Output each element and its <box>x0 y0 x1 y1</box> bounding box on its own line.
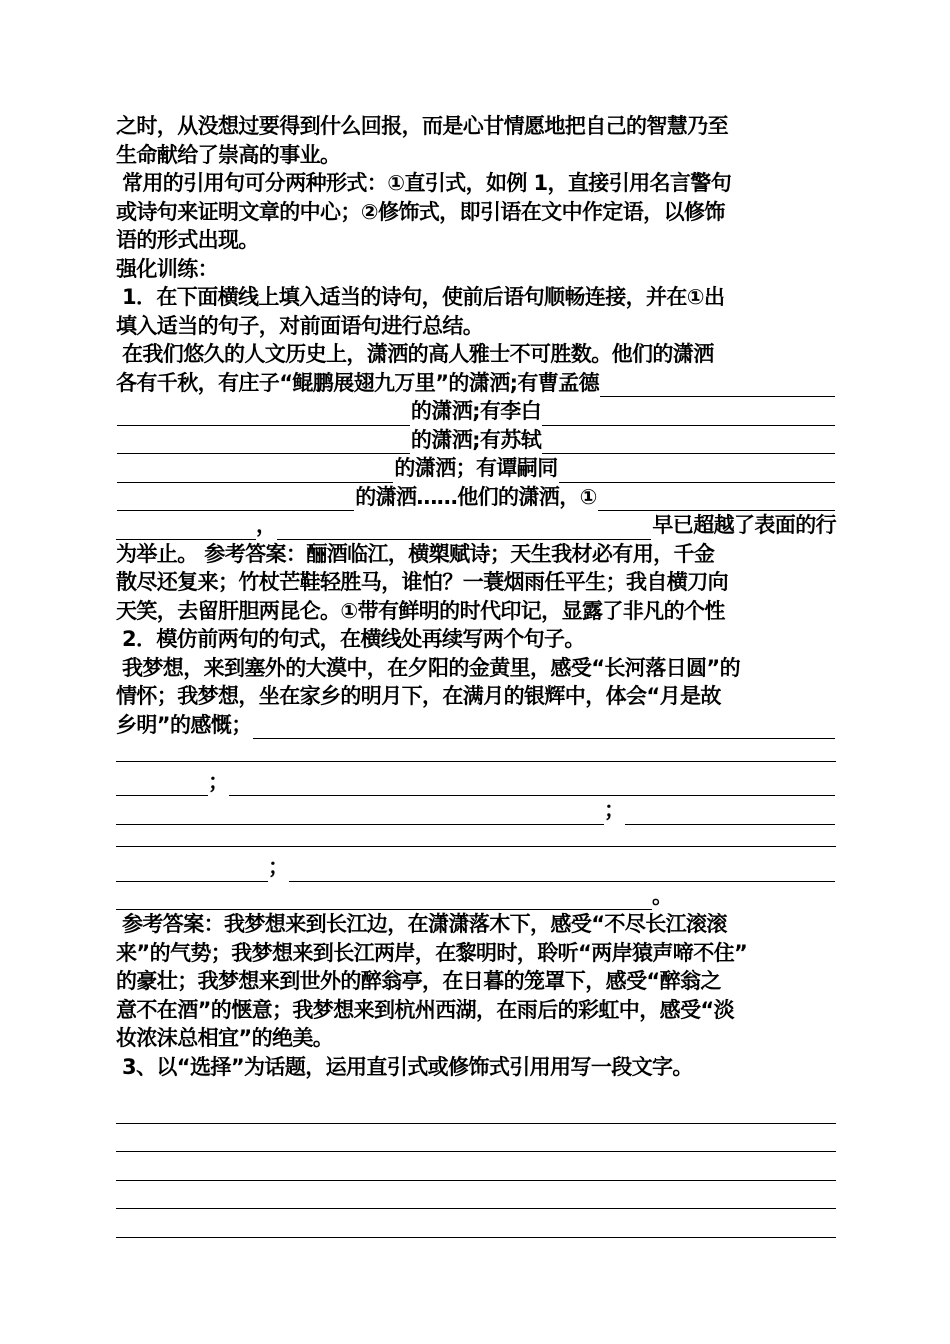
q3-answer-line-4[interactable] <box>116 1187 836 1216</box>
q2-blank-5[interactable] <box>116 804 604 825</box>
q1-line-sushi <box>116 426 836 455</box>
q2-blank-9[interactable] <box>289 861 835 882</box>
blank-summary-c[interactable] <box>277 519 651 540</box>
q2-blank-1[interactable] <box>253 718 835 739</box>
q1-line-libai <box>116 397 836 426</box>
q3-answer-line-3[interactable] <box>116 1158 836 1187</box>
q2-blank-2[interactable] <box>116 739 836 768</box>
q2-answer-4: 意不在酒”的惬意；我梦想来到杭州西湖，在雨后的彩虹中，感受“淡 <box>116 997 735 1022</box>
q2-blank-3[interactable] <box>116 775 208 796</box>
intro-line-2: 生命献给了崇高的事业。 <box>116 142 341 167</box>
q2-answer-3: 的豪壮；我梦想来到世外的醉翁亭，在日暮的笼罩下，感受“醉翁之 <box>116 969 721 993</box>
label-sushi: 的潇洒;有苏轼 <box>410 427 542 452</box>
q1-line-caomengde <box>116 369 836 398</box>
blank-caomengde-b[interactable] <box>117 405 410 426</box>
spacer <box>116 1081 836 1101</box>
blank-tan-b[interactable] <box>117 490 354 511</box>
q2-semi-2: ； <box>604 798 625 822</box>
q2-line-8 <box>116 853 836 882</box>
q2-line-6 <box>116 796 836 825</box>
blank-sushi-a[interactable] <box>542 433 835 454</box>
forms-line-2: 或诗句来证明文章的中心；②修饰式，即引语在文中作定语，以修饰 <box>116 199 725 224</box>
q1-answer-2: 散尽还复来；竹杖芒鞋轻胜马，谁怕？一蓑烟雨任平生；我自横刀向 <box>116 570 728 594</box>
blank-summary-a[interactable] <box>598 490 835 511</box>
q1-text-1: 在我们悠久的人文历史上，潇洒的高人雅士不可胜数。他们的潇洒 <box>122 342 714 366</box>
q1-answer-1: 为举止。 参考答案：酾酒临江，横槊赋诗；天生我材必有用，千金 <box>116 541 715 566</box>
q2-period: 。 <box>652 883 673 908</box>
q1-prompt-2: 填入适当的句子，对前面语句进行总结。 <box>116 313 484 338</box>
document-body <box>116 112 836 1244</box>
q3-answer-line-1[interactable] <box>116 1101 836 1130</box>
q2-answer-2: 来”的气势；我梦想来到长江两岸，在黎明时，聆听“两岸猿声啼不住” <box>116 940 748 965</box>
q1-prompt-1: 1．在下面横线上填入适当的诗句，使前后语句顺畅连接，并在①出 <box>122 285 725 309</box>
blank-summary-b[interactable] <box>116 519 256 540</box>
blank-caomengde-a[interactable] <box>600 376 835 397</box>
q1-tail: 早已超越了表面的行 <box>652 513 836 537</box>
q3-answer-line-2[interactable] <box>116 1130 836 1159</box>
q2-semi-3: ； <box>268 855 289 879</box>
q2-line-5 <box>116 768 836 797</box>
q1-line-tan <box>116 454 836 483</box>
q2-blank-6[interactable] <box>625 804 835 825</box>
blank-libai-a[interactable] <box>542 405 835 426</box>
label-libai: 的潇洒;有李白 <box>410 399 542 423</box>
label-tan: 的潇洒；有谭嗣同 <box>394 456 558 480</box>
q1-comma: ， <box>256 513 277 537</box>
q2-blank-7[interactable] <box>116 825 836 854</box>
q2-text-1: 我梦想，来到塞外的大漠中，在夕阳的金黄里，感受“长河落日圆”的 <box>122 655 741 680</box>
q2-text-3: 乡明”的感慨； <box>116 712 252 737</box>
forms-line-3: 语的形式出现。 <box>116 228 259 252</box>
q2-line-3 <box>116 711 836 740</box>
q1-answer-3: 天笑，去留肝胆两昆仑。①带有鲜明的时代印记，显露了非凡的个性 <box>116 598 725 623</box>
q1-text-2: 各有千秋，有庄子“鲲鹏展翅九万里”的潇洒;有曹孟德 <box>116 370 599 395</box>
q2-answer-1: 参考答案：我梦想来到长江边，在潇潇落木下，感受“不尽长江滚滚 <box>122 912 727 936</box>
q3-answer-line-5[interactable] <box>116 1215 836 1244</box>
q2-prompt: 2．模仿前两句的句式，在横线处再续写两个句子。 <box>122 627 585 651</box>
q1-line-summary <box>116 483 836 512</box>
q2-blank-4[interactable] <box>229 775 835 796</box>
q2-blank-8[interactable] <box>116 861 268 882</box>
intro-line-1: 之时，从没想过要得到什么回报，而是心甘情愿地把自己的智慧乃至 <box>116 114 728 138</box>
q1-line-tail <box>116 511 836 540</box>
forms-line-1: 常用的引用句可分两种形式：①直引式，如例 1，直接引用名言警句 <box>122 171 732 195</box>
blank-sushi-b[interactable] <box>117 462 393 483</box>
q2-answer-5: 妆浓沫总相宜”的绝美。 <box>116 1026 334 1050</box>
q2-semi-1: ； <box>208 769 229 794</box>
label-summary: 的潇洒……他们的潇洒，① <box>355 484 597 509</box>
q2-line-9 <box>116 882 836 911</box>
blank-tan-a[interactable] <box>559 462 835 483</box>
q3-prompt: 3、以“选择”为话题，运用直引式或修饰式引用用写一段文字。 <box>122 1054 693 1079</box>
q2-blank-10[interactable] <box>116 889 652 910</box>
training-heading: 强化训练： <box>116 256 218 281</box>
blank-libai-b[interactable] <box>117 433 410 454</box>
q2-text-2: 情怀；我梦想，坐在家乡的明月下，在满月的银辉中，体会“月是故 <box>116 684 721 708</box>
